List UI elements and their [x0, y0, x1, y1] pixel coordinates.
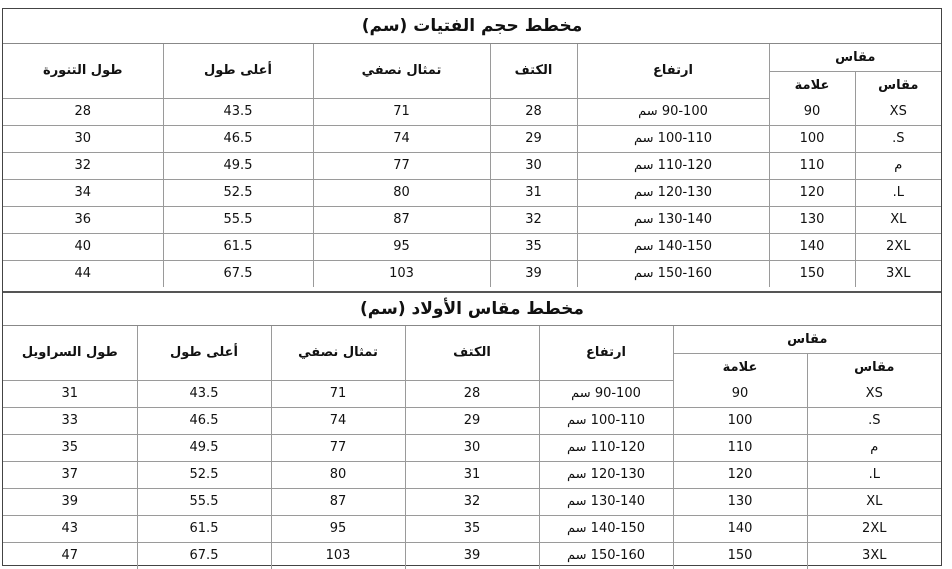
- size-cell: S.: [855, 125, 941, 152]
- label-cell: 100: [673, 407, 807, 434]
- height-cell: 110-120 سم: [539, 434, 673, 461]
- length-cell: 37: [3, 461, 137, 488]
- label-cell: 110: [673, 434, 807, 461]
- label-cell: 100: [769, 125, 855, 152]
- header-shoulder: الكتف: [490, 44, 577, 98]
- height-cell: 90-100 سم: [577, 98, 769, 125]
- height-cell: 150-160 سم: [577, 260, 769, 287]
- table-row: [3, 434, 941, 461]
- length-cell: 47: [3, 542, 137, 569]
- length-cell: 30: [3, 125, 163, 152]
- header-top-length: أعلى طول: [163, 44, 313, 98]
- size-cell: 3XL: [807, 542, 941, 569]
- header-height: ارتفاع: [577, 44, 769, 98]
- header-label: علامة: [769, 72, 855, 99]
- header-size-group: مقاس: [673, 326, 941, 354]
- header-size-group: مقاس: [769, 44, 941, 72]
- label-cell: 90: [769, 98, 855, 125]
- size-cell: S.: [807, 407, 941, 434]
- table-row: [3, 152, 941, 179]
- size-cell: م: [855, 152, 941, 179]
- length-cell: 35: [3, 434, 137, 461]
- bust-cell: 95: [271, 515, 405, 542]
- boys-size-chart: [3, 291, 941, 567]
- size-cell: L.: [807, 461, 941, 488]
- bust-cell: 80: [271, 461, 405, 488]
- label-cell: 150: [673, 542, 807, 569]
- top-length-cell: 61.5: [137, 515, 271, 542]
- height-cell: 100-110 سم: [539, 407, 673, 434]
- length-cell: 44: [3, 260, 163, 287]
- height-cell: 110-120 سم: [577, 152, 769, 179]
- top-length-cell: 55.5: [163, 206, 313, 233]
- size-cell: XS: [855, 98, 941, 125]
- label-cell: 130: [769, 206, 855, 233]
- shoulder-cell: 39: [490, 260, 577, 287]
- label-cell: 110: [769, 152, 855, 179]
- boys-chart-title: مخطط مقاس الأولاد (سم): [3, 293, 941, 326]
- header-size: مقاس: [807, 354, 941, 381]
- table-row: [3, 260, 941, 287]
- length-cell: 32: [3, 152, 163, 179]
- label-cell: 120: [673, 461, 807, 488]
- top-length-cell: 55.5: [137, 488, 271, 515]
- label-cell: 130: [673, 488, 807, 515]
- height-cell: 150-160 سم: [539, 542, 673, 569]
- table-row: [3, 125, 941, 152]
- bust-cell: 74: [313, 125, 490, 152]
- boys-size-table: [3, 326, 941, 569]
- height-cell: 130-140 سم: [539, 488, 673, 515]
- label-cell: 150: [769, 260, 855, 287]
- length-cell: 34: [3, 179, 163, 206]
- length-cell: 36: [3, 206, 163, 233]
- shoulder-cell: 35: [405, 515, 539, 542]
- height-cell: 120-130 سم: [577, 179, 769, 206]
- length-cell: 43: [3, 515, 137, 542]
- shoulder-cell: 28: [405, 380, 539, 407]
- header-height: ارتفاع: [539, 326, 673, 380]
- top-length-cell: 52.5: [137, 461, 271, 488]
- header-size: مقاس: [855, 72, 941, 99]
- shoulder-cell: 39: [405, 542, 539, 569]
- header-skirt-length: طول التنورة: [3, 44, 163, 98]
- shoulder-cell: 29: [405, 407, 539, 434]
- length-cell: 33: [3, 407, 137, 434]
- size-cell: XL: [855, 206, 941, 233]
- height-cell: 120-130 سم: [539, 461, 673, 488]
- table-row: [3, 233, 941, 260]
- shoulder-cell: 31: [405, 461, 539, 488]
- length-cell: 39: [3, 488, 137, 515]
- bust-cell: 74: [271, 407, 405, 434]
- shoulder-cell: 29: [490, 125, 577, 152]
- shoulder-cell: 30: [490, 152, 577, 179]
- length-cell: 28: [3, 98, 163, 125]
- girls-size-table: [3, 44, 941, 287]
- table-row: [3, 515, 941, 542]
- height-cell: 130-140 سم: [577, 206, 769, 233]
- header-top-length: أعلى طول: [137, 326, 271, 380]
- size-cell: 3XL: [855, 260, 941, 287]
- header-bust: تمثال نصفي: [271, 326, 405, 380]
- bust-cell: 87: [313, 206, 490, 233]
- length-cell: 31: [3, 380, 137, 407]
- bust-cell: 71: [313, 98, 490, 125]
- top-length-cell: 43.5: [163, 98, 313, 125]
- label-cell: 120: [769, 179, 855, 206]
- shoulder-cell: 31: [490, 179, 577, 206]
- shoulder-cell: 28: [490, 98, 577, 125]
- header-bust: تمثال نصفي: [313, 44, 490, 98]
- size-charts-frame: [2, 8, 942, 566]
- bust-cell: 77: [271, 434, 405, 461]
- table-row: [3, 461, 941, 488]
- top-length-cell: 52.5: [163, 179, 313, 206]
- top-length-cell: 67.5: [137, 542, 271, 569]
- bust-cell: 77: [313, 152, 490, 179]
- bust-cell: 103: [313, 260, 490, 287]
- size-cell: XL: [807, 488, 941, 515]
- bust-cell: 95: [313, 233, 490, 260]
- header-shoulder: الكتف: [405, 326, 539, 380]
- table-row: [3, 488, 941, 515]
- top-length-cell: 43.5: [137, 380, 271, 407]
- label-cell: 90: [673, 380, 807, 407]
- size-cell: L.: [855, 179, 941, 206]
- height-cell: 140-150 سم: [539, 515, 673, 542]
- table-row: [3, 206, 941, 233]
- shoulder-cell: 35: [490, 233, 577, 260]
- label-cell: 140: [673, 515, 807, 542]
- table-row: [3, 407, 941, 434]
- height-cell: 140-150 سم: [577, 233, 769, 260]
- size-cell: 2XL: [855, 233, 941, 260]
- top-length-cell: 67.5: [163, 260, 313, 287]
- shoulder-cell: 32: [405, 488, 539, 515]
- top-length-cell: 61.5: [163, 233, 313, 260]
- size-cell: م: [807, 434, 941, 461]
- header-label: علامة: [673, 354, 807, 381]
- label-cell: 140: [769, 233, 855, 260]
- height-cell: 90-100 سم: [539, 380, 673, 407]
- size-cell: XS: [807, 380, 941, 407]
- bust-cell: 87: [271, 488, 405, 515]
- length-cell: 40: [3, 233, 163, 260]
- height-cell: 100-110 سم: [577, 125, 769, 152]
- size-cell: 2XL: [807, 515, 941, 542]
- girls-size-chart: [3, 9, 941, 289]
- bust-cell: 71: [271, 380, 405, 407]
- table-row: [3, 380, 941, 407]
- top-length-cell: 46.5: [163, 125, 313, 152]
- shoulder-cell: 30: [405, 434, 539, 461]
- top-length-cell: 49.5: [137, 434, 271, 461]
- bust-cell: 103: [271, 542, 405, 569]
- girls-chart-title: مخطط حجم الفتيات (سم): [3, 9, 941, 44]
- shoulder-cell: 32: [490, 206, 577, 233]
- top-length-cell: 46.5: [137, 407, 271, 434]
- table-row: [3, 98, 941, 125]
- top-length-cell: 49.5: [163, 152, 313, 179]
- table-row: [3, 179, 941, 206]
- bust-cell: 80: [313, 179, 490, 206]
- table-row: [3, 542, 941, 569]
- header-pants-length: طول السراويل: [3, 326, 137, 380]
